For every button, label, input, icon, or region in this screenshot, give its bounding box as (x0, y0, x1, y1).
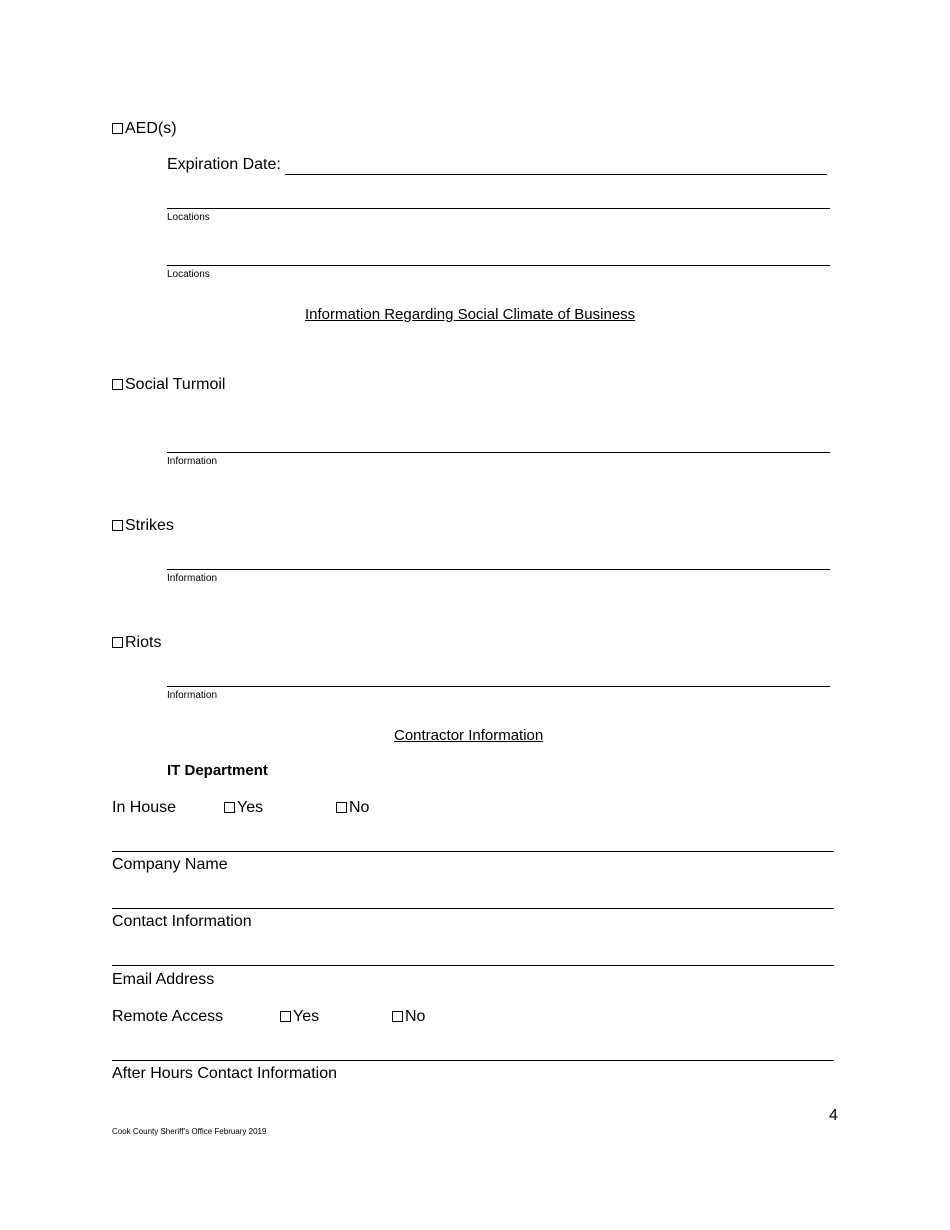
in-house-yes-option[interactable] (224, 799, 263, 817)
email-address-field[interactable] (112, 965, 834, 966)
strikes-label: Strikes (125, 517, 174, 534)
after-hours-contact-label: After Hours Contact Information (112, 1065, 337, 1082)
footer-text: Cook County Sheriff’s Office February 2019 (112, 1127, 267, 1136)
social-turmoil-caption: Information (167, 456, 218, 467)
in-house-no-label: No (349, 799, 370, 816)
contact-information-field[interactable] (112, 908, 834, 909)
in-house-yes-checkbox[interactable] (224, 802, 235, 813)
social-turmoil-checkbox[interactable] (112, 379, 123, 390)
social-climate-heading: Information Regarding Social Climate of Business (305, 306, 636, 323)
remote-access-yes-label: Yes (293, 1008, 320, 1025)
remote-access-no-checkbox[interactable] (392, 1011, 403, 1022)
remote-access-no-label: No (405, 1008, 426, 1025)
remote-access-label: Remote Access (112, 1008, 224, 1025)
social-turmoil-label: Social Turmoil (125, 376, 226, 393)
company-name-label: Company Name (112, 856, 228, 873)
location-field-1[interactable] (167, 208, 830, 209)
expiration-date-field[interactable] (285, 174, 827, 175)
contractor-heading: Contractor Information (394, 727, 544, 744)
location-field-2[interactable] (167, 265, 830, 266)
it-department-title: IT Department (167, 762, 268, 779)
in-house-yes-label: Yes (237, 799, 264, 816)
in-house-no-checkbox[interactable] (336, 802, 347, 813)
page-number: 4 (829, 1107, 838, 1124)
riots-checkbox[interactable] (112, 637, 123, 648)
aed-label: AED(s) (125, 120, 177, 137)
riots-info-field[interactable] (167, 686, 830, 687)
social-turmoil-row[interactable] (112, 376, 225, 394)
location-caption-2: Locations (167, 269, 210, 280)
riots-label: Riots (125, 634, 162, 651)
remote-access-yes-checkbox[interactable] (280, 1011, 291, 1022)
contact-information-label: Contact Information (112, 913, 252, 930)
riots-row[interactable] (112, 634, 161, 652)
after-hours-contact-field[interactable] (112, 1060, 834, 1061)
strikes-checkbox[interactable] (112, 520, 123, 531)
aed-checkbox[interactable] (112, 123, 123, 134)
strikes-row[interactable] (112, 517, 174, 535)
location-caption-1: Locations (167, 212, 210, 223)
aed-checkbox-row[interactable] (112, 120, 177, 138)
company-name-field[interactable] (112, 851, 834, 852)
strikes-info-field[interactable] (167, 569, 830, 570)
in-house-no-option[interactable] (336, 799, 369, 817)
social-turmoil-info-field[interactable] (167, 452, 830, 453)
expiration-date-label: Expiration Date: (167, 156, 281, 173)
strikes-caption: Information (167, 573, 218, 584)
in-house-label: In House (112, 799, 177, 816)
remote-access-no-option[interactable] (392, 1008, 425, 1026)
riots-caption: Information (167, 690, 218, 701)
remote-access-yes-option[interactable] (280, 1008, 319, 1026)
email-address-label: Email Address (112, 971, 215, 988)
